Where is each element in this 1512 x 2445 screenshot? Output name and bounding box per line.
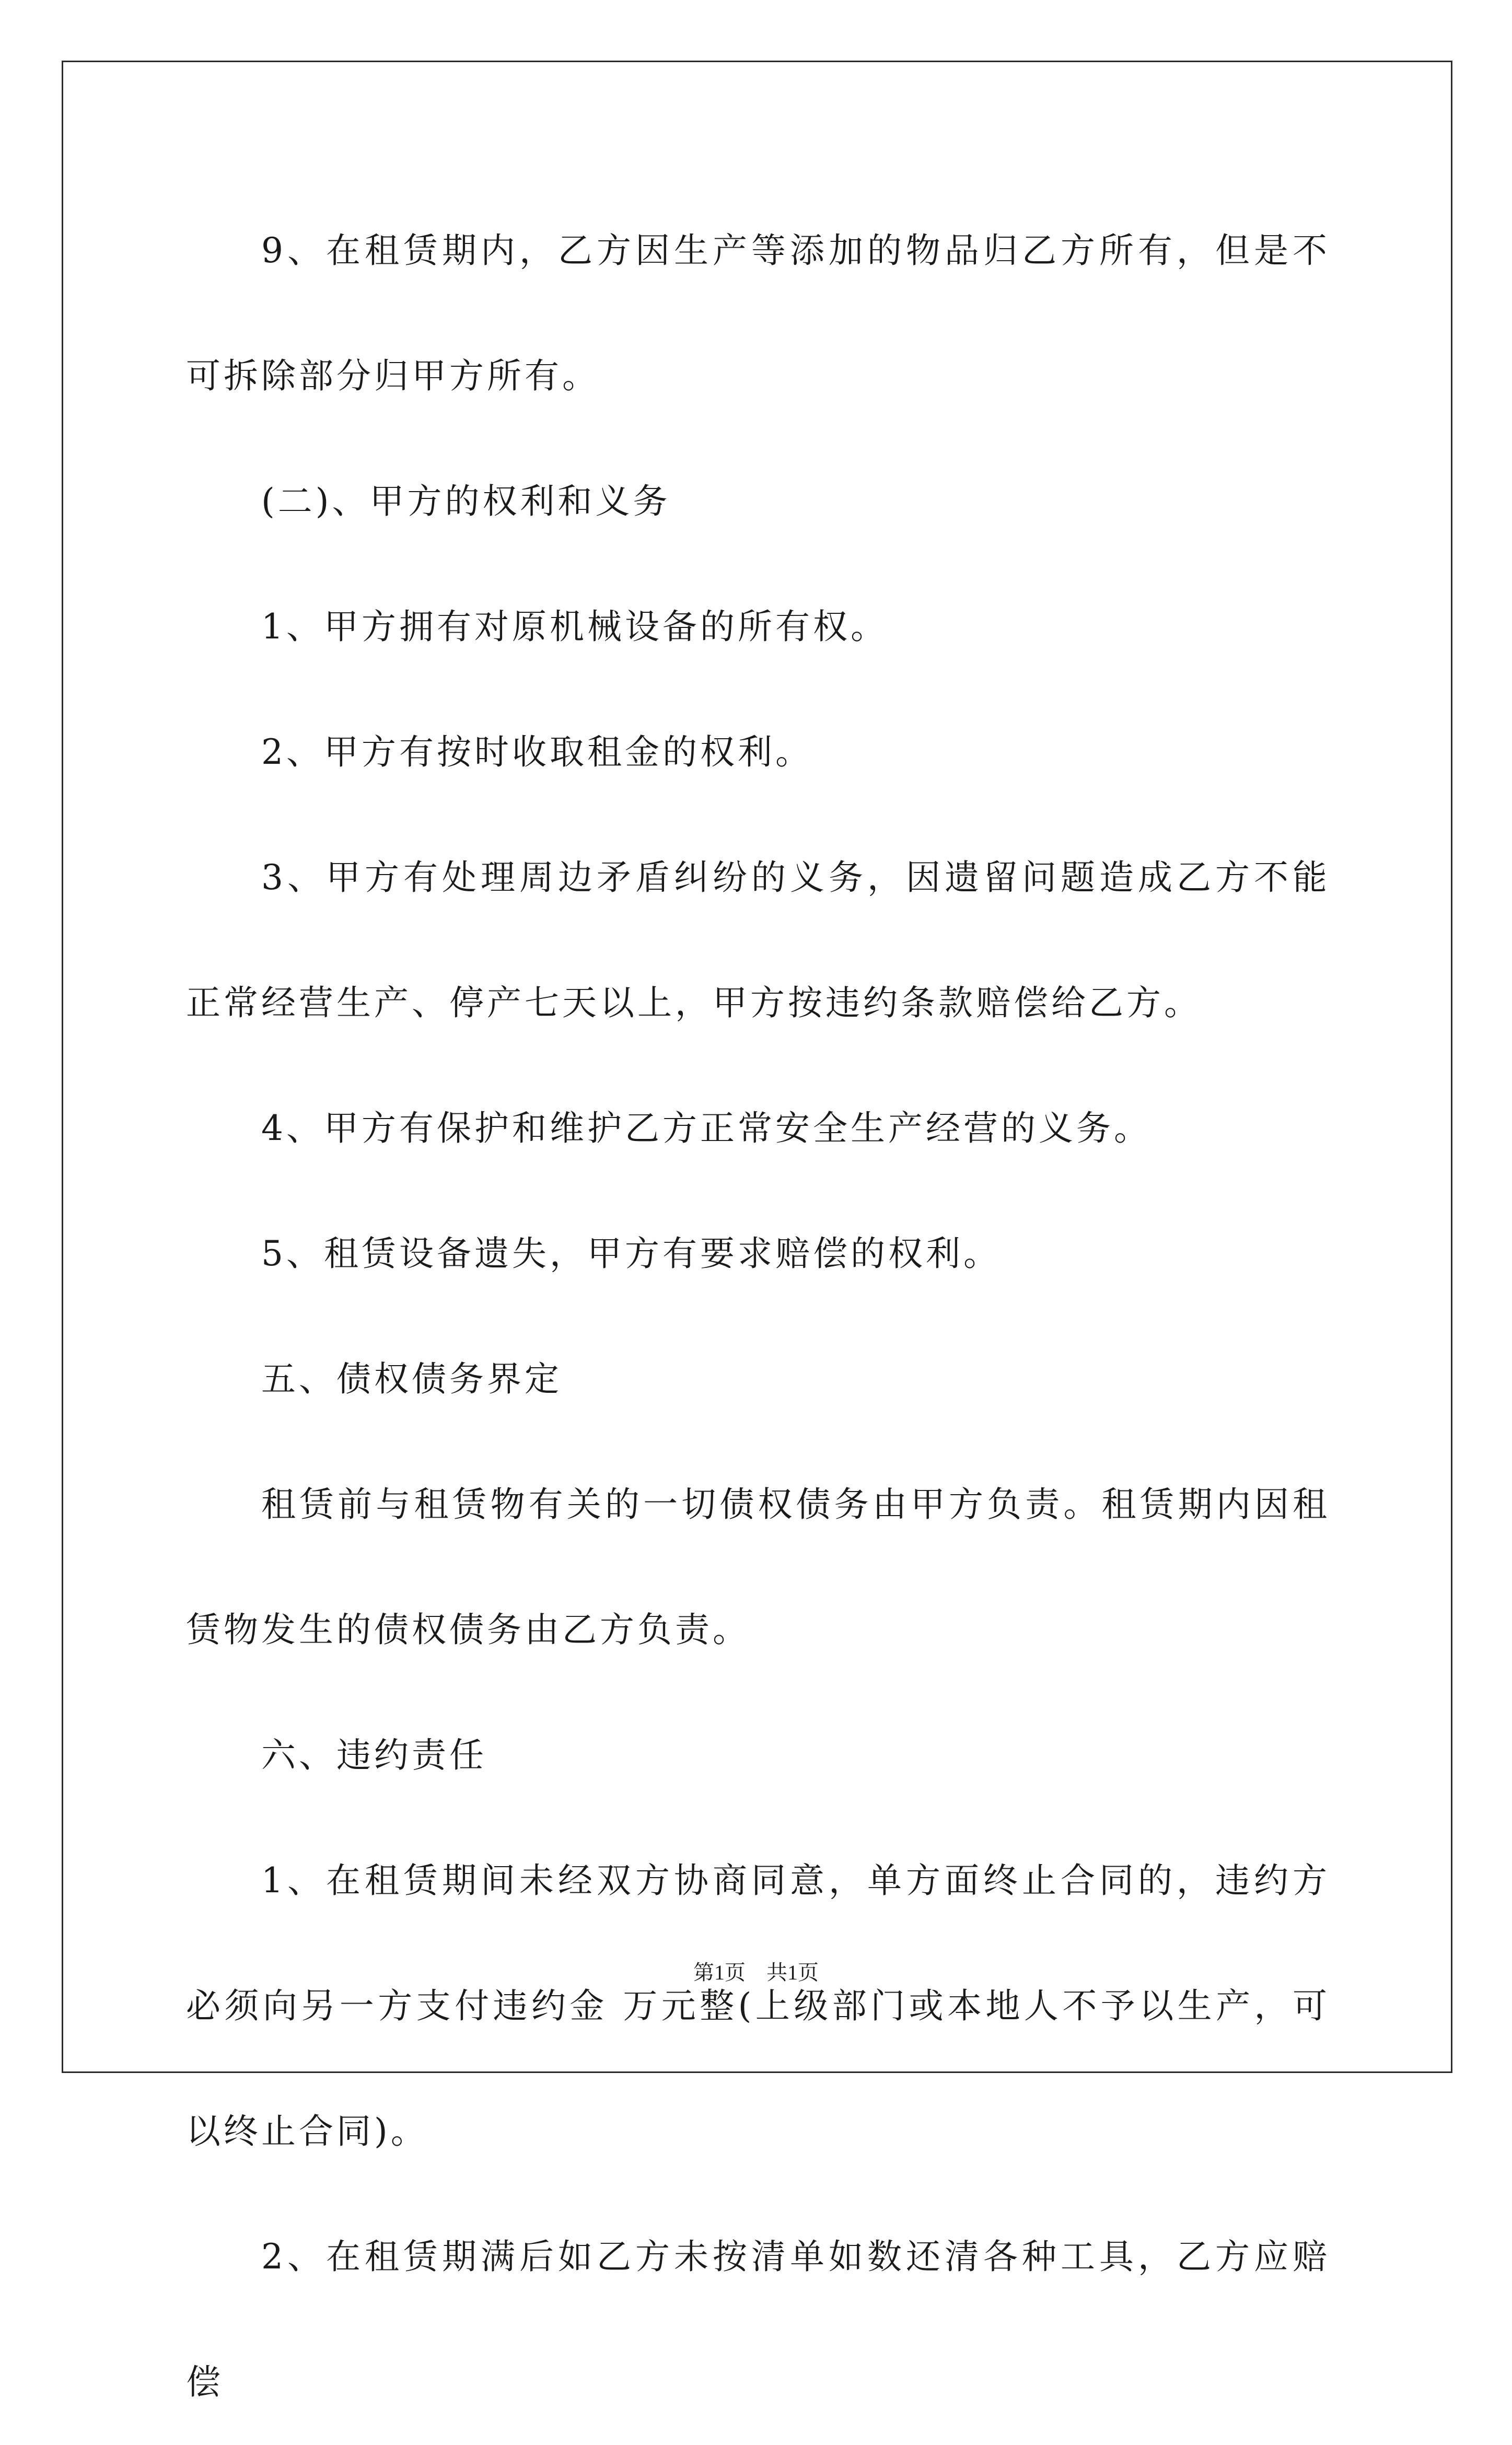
paragraph-party-a-dispute-duty: 3、甲方有处理周边矛盾纠纷的义务，因遗留问题造成乙方不能正常经营生产、停产七天以上，甲方按违约条款赔偿给乙方。 [186, 857, 1330, 1023]
paragraph-breach-termination: 1、在租赁期间未经双方协商同意，单方面终止合同的，违约方必须向另一方支付违约金 万元整(上级部门或本地人不予以生产，可以终止合同)。 [186, 1860, 1330, 2151]
paragraph-party-a-protection-duty: 4、甲方有保护和维护乙方正常安全生产经营的义务。 [261, 1108, 1152, 1148]
section-heading-breach-liability: 六、违约责任 [261, 1735, 487, 1775]
paragraph-party-a-ownership: 1、甲方拥有对原机械设备的所有权。 [261, 607, 888, 647]
paragraph-item-9-addition-ownership: 9、在租赁期内，乙方因生产等添加的物品归乙方所有，但是不可拆除部分归甲方所有。 [186, 230, 1330, 396]
page-footer: 第1页 共1页 [693, 1961, 819, 1984]
paragraph-party-a-rent-collection: 2、甲方有按时收取租金的权利。 [261, 732, 813, 772]
paragraph-party-a-loss-compensation: 5、租赁设备遗失，甲方有要求赔偿的权利。 [261, 1233, 1001, 1274]
paragraph-breach-tool-return: 2、在租赁期满后如乙方未按清单如数还清各种工具，乙方应赔偿 [186, 2237, 1330, 2402]
section-heading-debt-definition: 五、债权债务界定 [261, 1359, 562, 1399]
document-body [186, 188, 1330, 2445]
paragraph-debt-responsibility: 租赁前与租赁物有关的一切债权债务由甲方负责。租赁期内因租赁物发生的债权债务由乙方负责。 [186, 1484, 1330, 1650]
section-heading-party-a-rights: (二)、甲方的权利和义务 [261, 481, 671, 521]
